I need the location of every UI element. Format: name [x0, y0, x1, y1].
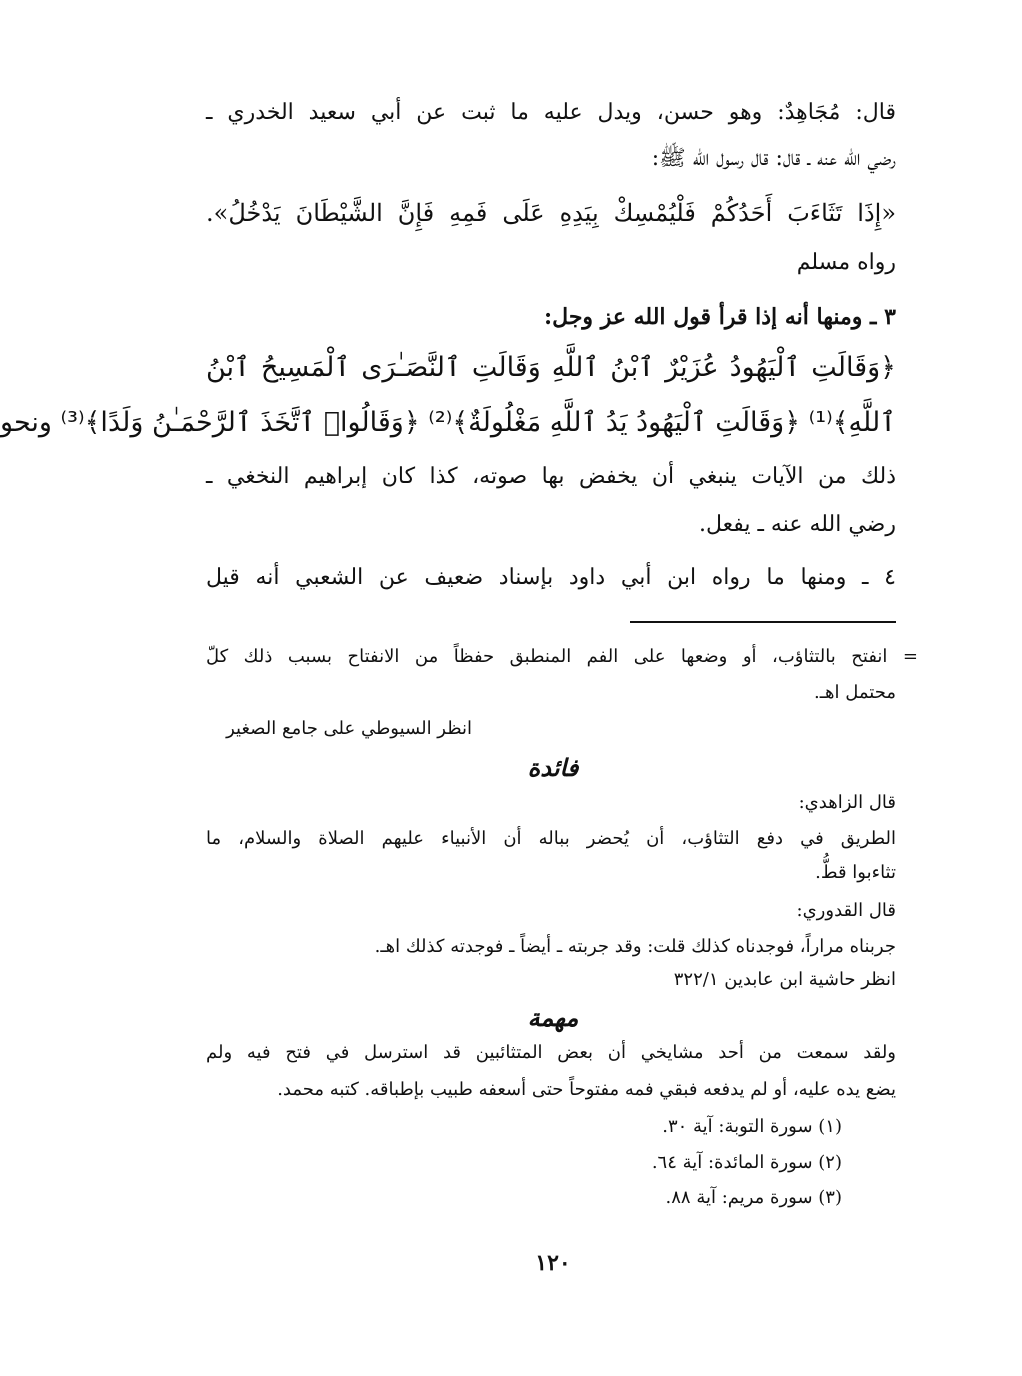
footnote-line: محتمل اهـ. — [814, 682, 896, 703]
quran-verse-line: ﴿وَقَالَتِ ٱلْيَهُودُ عُزَيْرٌ ٱبْنُ ٱللَّهِ وَقَالَتِ ٱلنَّصَـٰرَى ٱلْمَسِيحُ ٱبْنُ — [206, 352, 896, 383]
narrator-text: رواه مسلم — [796, 250, 896, 275]
footnote-line: يضع يده عليه، أو لم يدفعه فبقي فمه مفتوحاً حتى أسعفه طبيب بإطباقه. كتبه محمد. — [277, 1079, 896, 1100]
footnote-line: ولقد سمعت من أحد مشايخي أن بعض المتثائبين قد استرسل في فتح فيه ولم — [206, 1042, 896, 1063]
paragraph-line: قال: مُجَاهِدٌ: وهو حسن، ويدل عليه ما ثبت عن أبي سعيد الخدري ـ — [206, 100, 896, 125]
muhimma-heading: مهمة — [527, 1003, 579, 1032]
footnote-line: تثاءبوا قطُّ. — [815, 862, 896, 883]
source-reference: انظر حاشية ابن عابدين ٣٢٢/١ — [673, 969, 896, 990]
quran-verse-line: ٱللَّهِ﴾⁽¹⁾ ﴿وَقَالَتِ ٱلْيَهُودُ يَدُ ٱللَّهِ مَغْلُولَةٌ﴾⁽²⁾ ﴿وَقَالُوا۟ ٱتَّخَذَ ٱلرَّحْمَـٰنُ وَلَدًا﴾⁽³⁾ ونحو — [0, 407, 896, 438]
surah-reference: (٣) سورة مريم: آية ٨٨. — [665, 1187, 842, 1208]
footnote-line: جربناه مراراً، فوجدناه كذلك قلت: وقد جربته ـ أيضاً ـ فوجدته كذلك اهـ. — [374, 936, 896, 957]
hadith-text: «إِذَا تَثَاءَبَ أَحَدُكُمْ فَلْيُمْسِكْ بِيَدِهِ عَلَى فَمِهِ فَإِنَّ الشَّيْطَانَ يَدْخُلُ». — [206, 199, 896, 227]
item-3-heading: ٣ ـ ومنها أنه إذا قرأ قول الله عز وجل: — [544, 304, 896, 330]
footnote-divider — [630, 621, 896, 623]
source-reference: انظر السيوطي على جامع الصغير — [226, 718, 472, 739]
page-number: ١٢٠ — [535, 1250, 571, 1276]
paragraph-line: رضي الله عنه ـ قال: قال رسول الله ﷺ: — [651, 146, 896, 171]
surah-reference: (١) سورة التوبة: آية ٣٠. — [662, 1116, 842, 1137]
faida-heading: فائدة — [527, 753, 579, 782]
footnote-line: الطريق في دفع التثاؤب، أن يُحضر بباله أن الأنبياء عليهم الصلاة والسلام، ما — [206, 828, 896, 849]
paragraph-line: ذلك من الآيات ينبغي أن يخفض بها صوته، كذا كان إبراهيم النخغي ـ — [206, 464, 896, 489]
surah-reference: (٢) سورة المائدة: آية ٦٤. — [651, 1152, 842, 1173]
paragraph-line: رضي الله عنه ـ يفعل. — [698, 512, 896, 537]
zahidi-label: قال الزاهدي: — [798, 792, 896, 813]
item-4-line: ٤ ـ ومنها ما رواه ابن أبي داود بإسناد ضعيف عن الشعبي أنه قيل — [206, 565, 896, 590]
qudoori-label: قال القدوري: — [796, 900, 896, 921]
footnote-line: = انفتح بالتثاؤب، أو وضعها على الفم المنطبق حفظاً من الانفتاح بسبب ذلك كلّ — [206, 646, 918, 667]
